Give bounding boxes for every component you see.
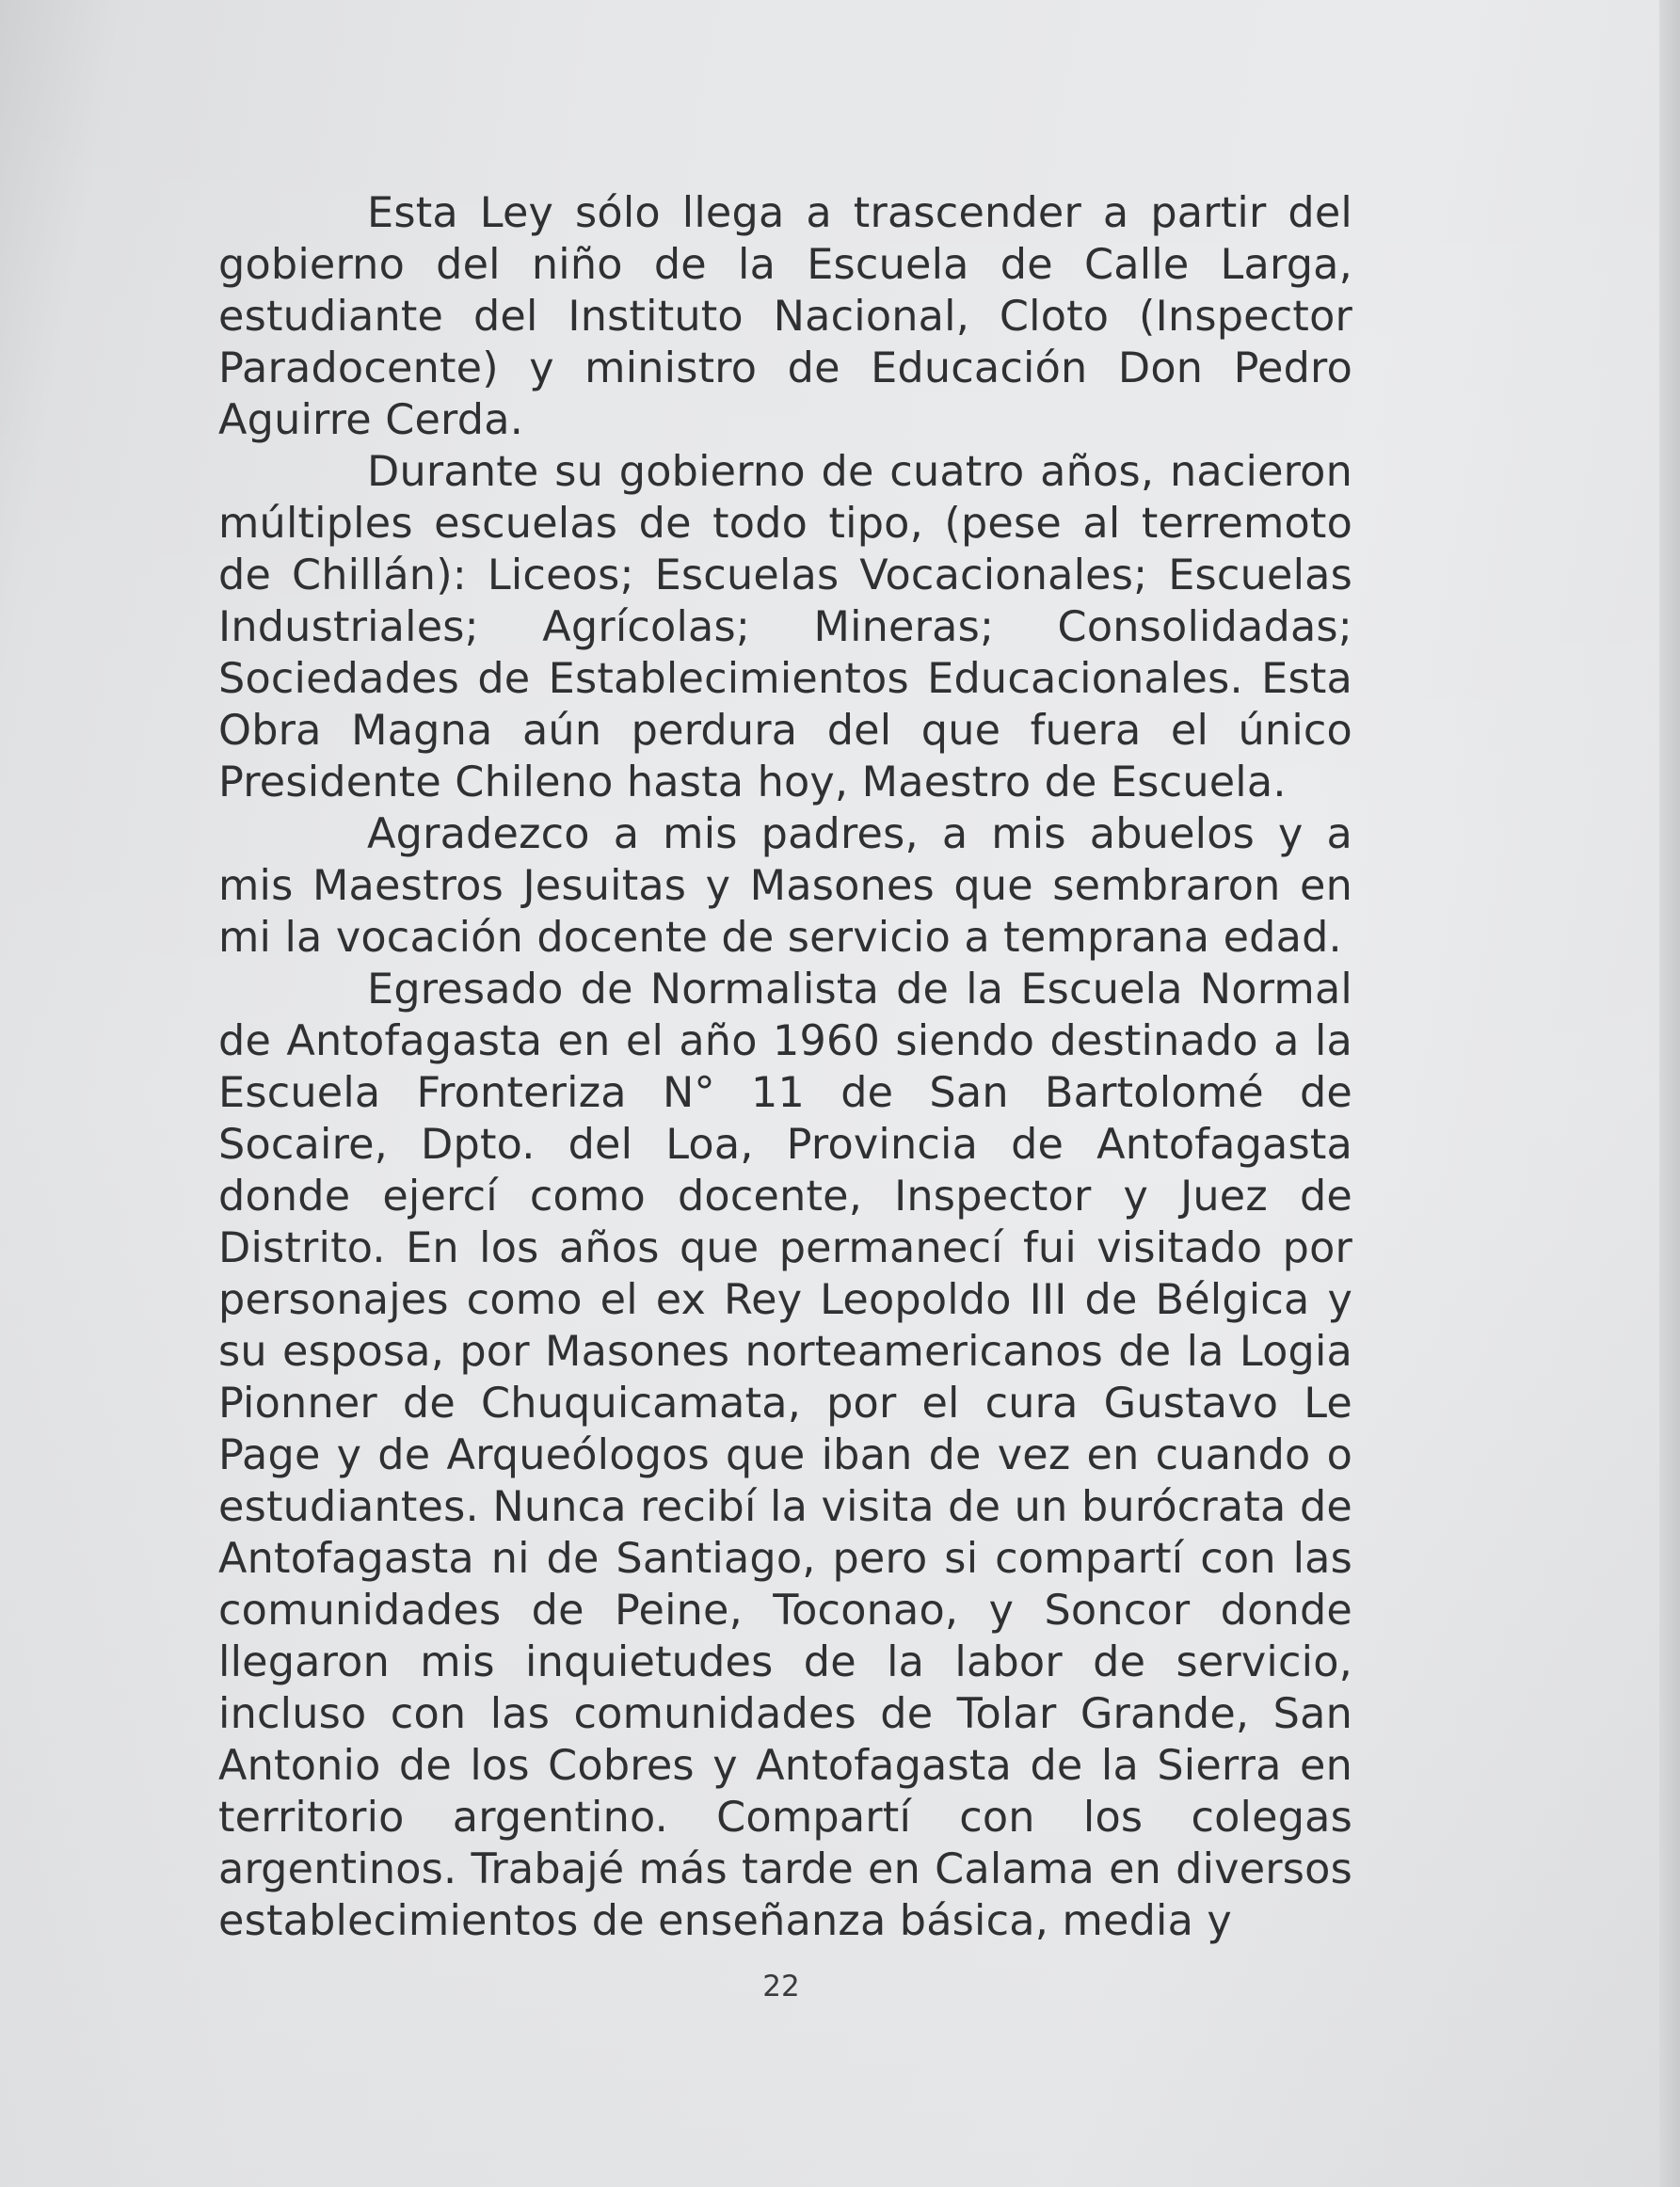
paragraph-1: Esta Ley sólo llega a trascender a partir del gobierno del niño de la Escuela de Calle Larga, estudiante del Instituto Nacional, Cloto (Inspector Paradocente) y ministro de Educación Don Pedro Aguirre Cerda. bbox=[218, 189, 1352, 444]
page-edge bbox=[1659, 0, 1680, 2187]
paragraph-2: Durante su gobierno de cuatro años, nacieron múltiples escuelas de todo tipo, (pese al terremoto de Chillán): Liceos; Escuelas Vocacionales; Escuelas Industriales; Agrícolas; Mineras; Consolidadas; Sociedades de Establecimientos Educacionales. Esta Obra Magna aún perdura del que fuera el único Presidente Chileno hasta hoy, Maestro de Escuela. bbox=[218, 448, 1352, 806]
paragraph-3: Agradezco a mis padres, a mis abuelos y a mis Maestros Jesuitas y Masones que sembraron en mi la vocación docente de servicio a temprana edad. bbox=[218, 810, 1352, 962]
page-number: 22 bbox=[762, 1970, 800, 2003]
paragraph-4: Egresado de Normalista de la Escuela Normal de Antofagasta en el año 1960 siendo destinado a la Escuela Fronteriza N° 11 de San Bartolomé de Socaire, Dpto. del Loa, Provincia de Antofagasta donde ejercí como docente, Inspector y Juez de Distrito. En los años que permanecí fui visitado por personajes como el ex Rey Leopoldo III de Bélgica y su esposa, por Masones norteamericanos de la Logia Pionner de Chuquicamata, por el cura Gustavo Le Page y de Arqueólogos que iban de vez en cuando o estudiantes. Nunca recibí la visita de un burócrata de Antofagasta ni de Santiago, pero si compartí con las comunidades de Peine, Toconao, y Soncor donde llegaron mis inquietudes de la labor de servicio, incluso con las comunidades de Tolar Grande, San Antonio de los Cobres y Antofagasta de la Sierra en territorio argentino. Compartí con los colegas argentinos. Trabajé más tarde en Calama en diversos establecimientos de enseñanza básica, media y bbox=[218, 966, 1352, 1945]
body-text bbox=[218, 187, 1352, 1947]
